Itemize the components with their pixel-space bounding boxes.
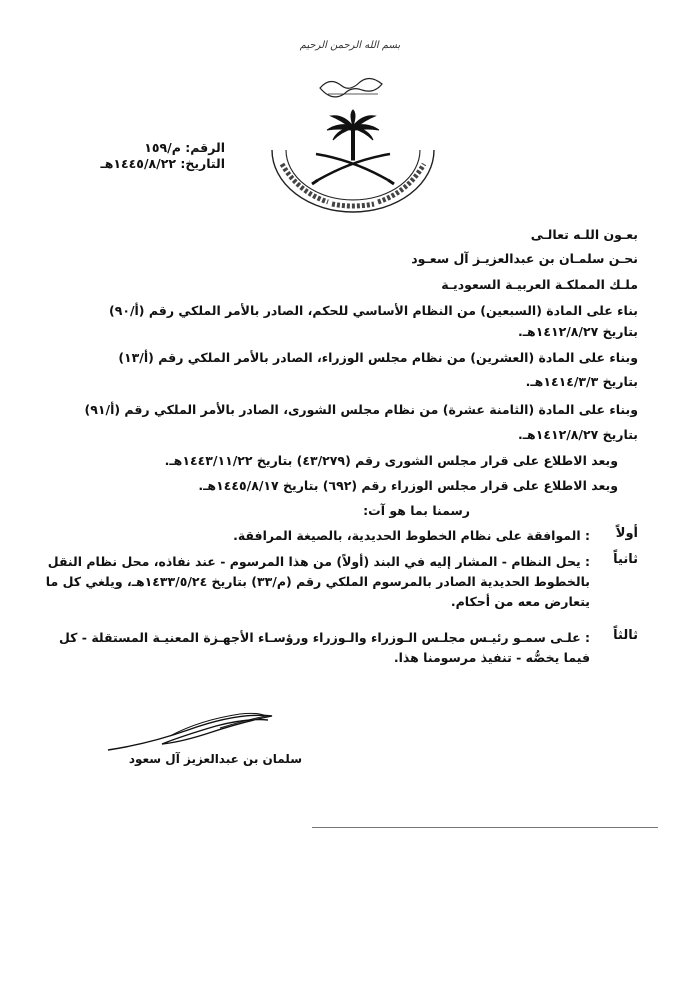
reference-block	[55, 140, 225, 172]
preamble-line-2: نحـن سلمـان بن عبدالعزيـز آل سعـود	[411, 251, 638, 266]
recital-3-line-2: بتاريخ ١٤١٢/٨/٢٧هـ.	[518, 427, 638, 442]
item-1-label: أولاً	[615, 526, 638, 541]
recital-2-line-1: وبناء على المادة (العشرين) من نظام مجلس الوزراء، الصادر بالأمر الملكي رقم (أ/١٣)	[118, 350, 638, 365]
document-date: التاريخ: ١٤٤٥/٨/٢٢هـ	[100, 156, 225, 171]
basmala: بسم الله الرحمن الرحيم	[299, 40, 401, 51]
review-shura: وبعد الاطلاع على قرار مجلس الشورى رقم (٤٣/٢٧٩) بتاريخ ١٤٤٣/١١/٢٢هـ.	[164, 453, 618, 468]
decree-intro: رسمنا بما هو آت:	[363, 503, 470, 518]
recital-2-line-2: بتاريخ ١٤١٤/٣/٣هـ.	[525, 374, 638, 389]
recital-1-line-2: بتاريخ ١٤١٢/٨/٢٧هـ.	[518, 324, 638, 339]
preamble-line-1: بعـون اللـه تعالـى	[530, 227, 638, 242]
preamble-line-3: ملـك المملكـة العربيـة السعوديـة	[441, 277, 638, 292]
review-ministers: وبعد الاطلاع على قرار مجلس الوزراء رقم (٦٩٢) بتاريخ ١٤٤٥/٨/١٧هـ.	[198, 478, 618, 493]
item-2-label: ثانياً	[613, 552, 638, 567]
item-3-text: : علـى سمـو رئيـس مجلـس الـوزراء والـوزراء ورؤسـاء الأجهـزة المعنيـة المستقلة - كل فيما يخصُّه - تنفيذ مرسومنا هذا.	[59, 630, 590, 665]
recital-3-line-1: وبناء على المادة (الثامنة عشرة) من نظام مجلس الشورى، الصادر بالأمر الملكي رقم (أ/٩١)	[84, 402, 638, 417]
recital-1-line-1: بناء على المادة (السبعين) من النظام الأساسي للحكم، الصادر بالأمر الملكي رقم (أ/٩٠)	[108, 303, 638, 318]
footer-divider	[312, 827, 658, 828]
item-1-text: : الموافقة على نظام الخطوط الحديدية، بالصيغة المرافقة.	[233, 528, 590, 543]
item-3-label: ثالثاً	[613, 628, 638, 643]
reference-number: الرقم: م/١٥٩	[144, 140, 225, 155]
signer-name: سلمان بن عبدالعزيز آل سعود	[128, 752, 302, 766]
item-2-text: : يحل النظام - المشار إليه في البند (أولاً) من هذا المرسوم - عند نفاذه، محل نظام النقل بالخطوط الحديدية الصادر بالمرسوم الملكي رقم (م/٣٣) بتاريخ ١٤٣٣/٥/٢٤هـ، ويلغي كل ما يتعارض معه من أحكام.	[45, 554, 590, 609]
saudi-emblem-logo	[258, 68, 448, 218]
